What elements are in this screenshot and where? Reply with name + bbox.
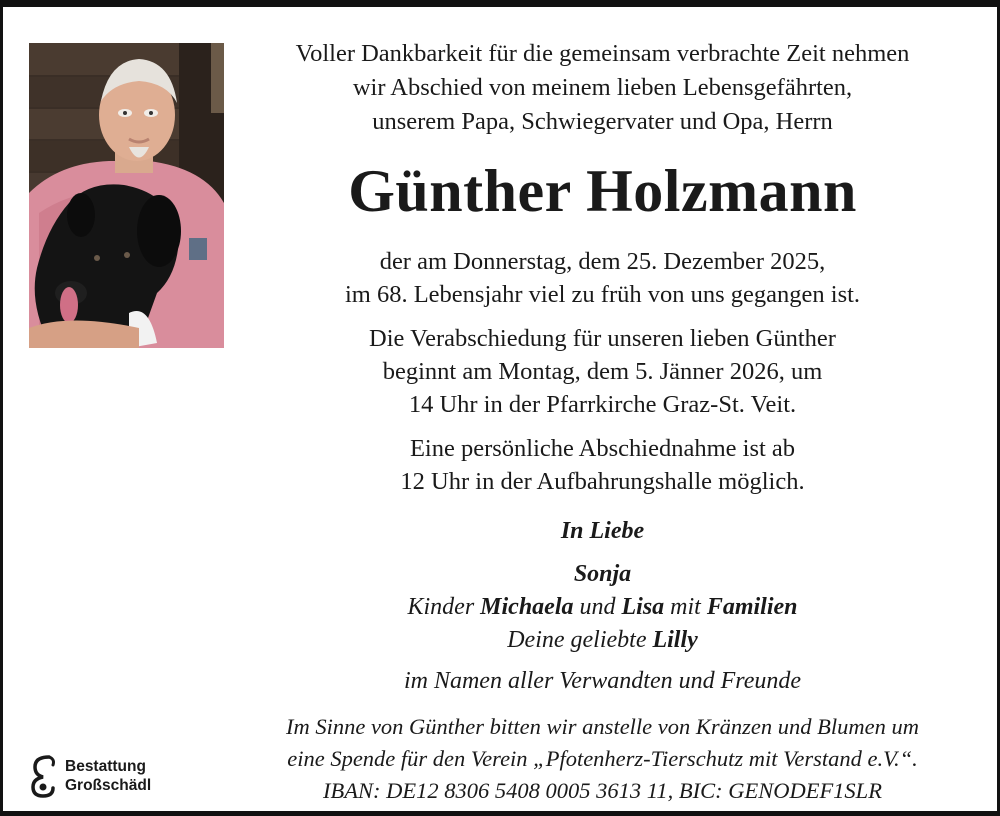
child-name: Lisa [621,594,665,620]
funeral-home-name: Bestattung Großschädl [65,758,152,794]
pet-name: Lilly [652,627,698,653]
closing-phrase: In Liebe [560,518,645,544]
intro-line: Voller Dankbarkeit für die gemeinsam verbrachte Zeit nehmen [295,40,910,67]
families-label: Familien [706,594,798,620]
viewing-line: 12 Uhr in der Aufbahrungshalle möglich. [400,468,805,495]
pet-line: Deine geliebte Lilly [507,627,698,653]
bank-details: IBAN: DE12 8306 5408 0005 3613 11, BIC: GENODEF1SLR [323,778,882,803]
donation-request [235,711,970,807]
intro-text [235,37,970,139]
ceremony-line: beginnt am Montag, dem 5. Jänner 2026, um [382,358,823,385]
children-line: Kinder Michaela und Lisa mit Familien [407,594,798,620]
partner-name: Sonja [573,561,632,587]
relatives-line: im Namen aller Verwandten und Freunde [403,668,802,694]
funeral-home-logo-icon [27,753,61,799]
child-name: Michaela [480,594,574,620]
portrait-photo [29,43,224,348]
ceremony-info [235,322,970,421]
funeral-home-logo [27,751,197,801]
donation-line: eine Spende für den Verein „Pfotenherz-Tierschutz mit Verstand e.V.“. [287,746,918,771]
viewing-info [235,432,970,498]
death-notice [235,245,970,311]
deceased-name: Günther Holzmann [348,158,857,224]
death-notice-line: der am Donnerstag, dem 25. Dezember 2025, [379,248,826,275]
ceremony-line: 14 Uhr in der Pfarrkirche Graz-St. Veit. [408,391,797,418]
viewing-line: Eine persönliche Abschiednahme ist ab [409,435,796,462]
donation-line: Im Sinne von Günther bitten wir anstelle von Kränzen und Blumen um [285,714,920,739]
intro-line: wir Abschied von meinem lieben Lebensgefährten, [352,74,853,101]
intro-line: unserem Papa, Schwiegervater und Opa, Herrn [372,108,833,135]
death-notice-line: im 68. Lebensjahr viel zu früh von uns gegangen ist. [344,281,861,308]
ceremony-line: Die Verabschiedung für unseren lieben Günther [369,325,836,352]
mourners-list [235,558,970,657]
